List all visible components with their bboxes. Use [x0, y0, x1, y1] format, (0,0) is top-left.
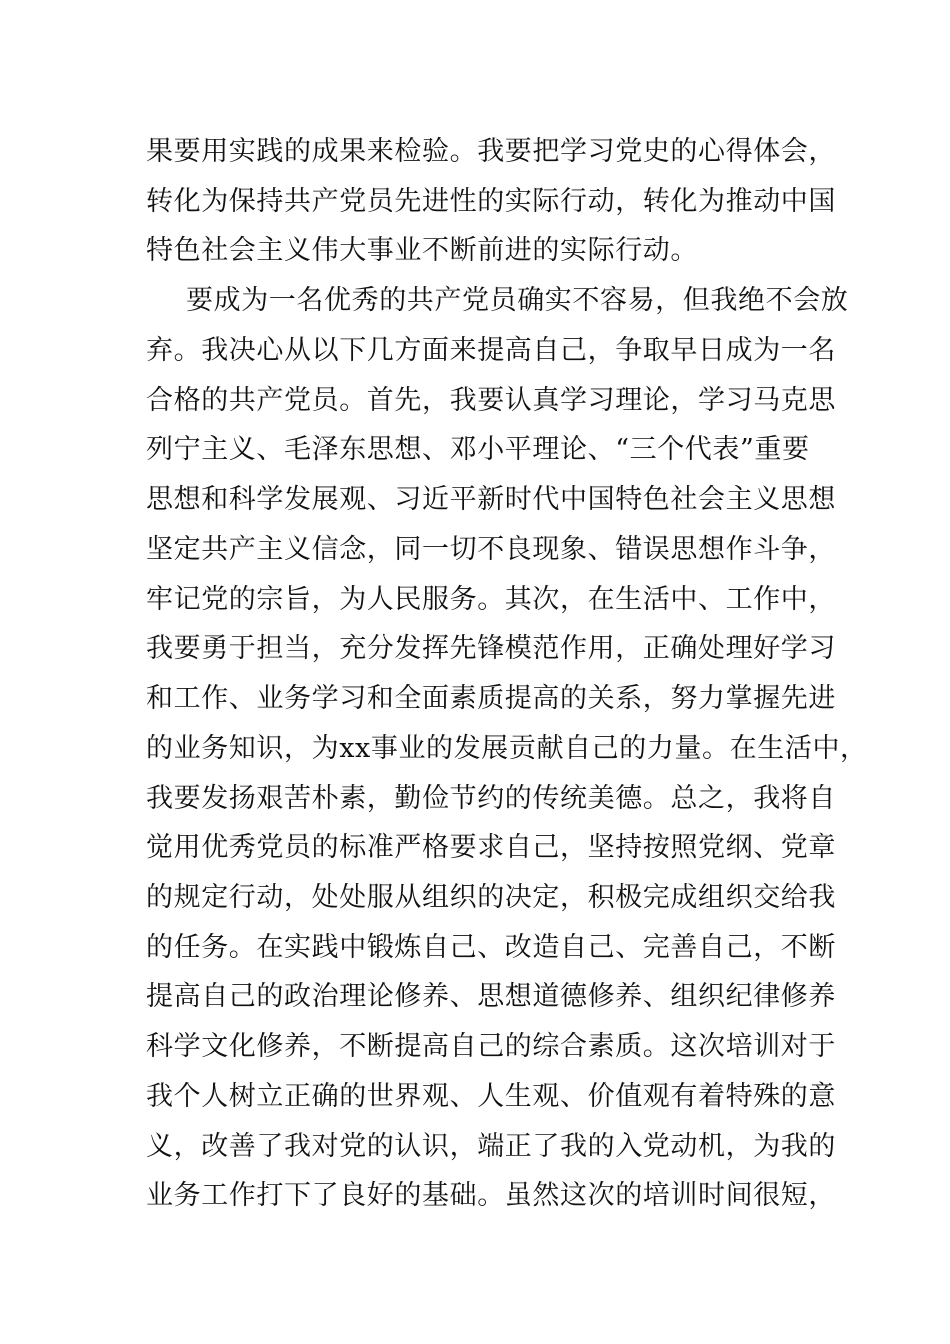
text-line: 义，改善了我对党的认识，端正了我的入党动机，为我的 [146, 1131, 836, 1162]
text-line: 的业务知识，为xx事业的发展贡献自己的力量。在生活中， [146, 733, 868, 764]
text-line: 业务工作打下了良好的基础。虽然这次的培训时间很短， [146, 1180, 836, 1211]
text-line: 弃。我决心从以下几方面来提高自己，争取早日成为一名 [146, 335, 836, 366]
text-line: 我要发扬艰苦朴素，勤俭节约的传统美德。总之，我将自 [146, 783, 836, 814]
text-line: 转化为保持共产党员先进性的实际行动，转化为推动中国 [146, 186, 836, 217]
text-line: 我要勇于担当，充分发挥先锋模范作用，正确处理好学习 [146, 633, 836, 664]
text-line: 我个人树立正确的世界观、人生观、价值观有着特殊的意 [146, 1081, 836, 1112]
text-line: 觉用优秀党员的标准严格要求自己，坚持按照党纲、党章 [146, 832, 836, 863]
text-line: 的规定行动，处处服从组织的决定，积极完成组织交给我 [146, 882, 836, 913]
text-line: 和工作、业务学习和全面素质提高的关系，努力掌握先进 [146, 683, 836, 714]
text-line: 的任务。在实践中锻炼自己、改造自己、完善自己，不断 [146, 932, 836, 963]
text-line: 特色社会主义伟大事业不断前进的实际行动。 [146, 235, 698, 266]
text-line: 列宁主义、毛泽东思想、邓小平理论、“三个代表”重要 [146, 434, 810, 465]
paragraph-first-line: 要成为一名优秀的共产党员确实不容易，但我绝不会放 [186, 285, 849, 316]
text-line: 坚定共产主义信念，同一切不良现象、错误思想作斗争， [146, 534, 836, 565]
text-line: 果要用实践的成果来检验。我要把学习党史的心得体会， [146, 136, 836, 167]
text-line: 牢记党的宗旨，为人民服务。其次，在生活中、工作中， [146, 584, 836, 615]
text-line: 合格的共产党员。首先，我要认真学习理论，学习马克思 [146, 385, 836, 416]
text-line: 科学文化修养，不断提高自己的综合素质。这次培训对于 [146, 1031, 836, 1062]
text-line: 思想和科学发展观、习近平新时代中国特色社会主义思想 [146, 484, 836, 515]
text-line: 提高自己的政治理论修养、思想道德修养、组织纪律修养 [146, 981, 836, 1012]
